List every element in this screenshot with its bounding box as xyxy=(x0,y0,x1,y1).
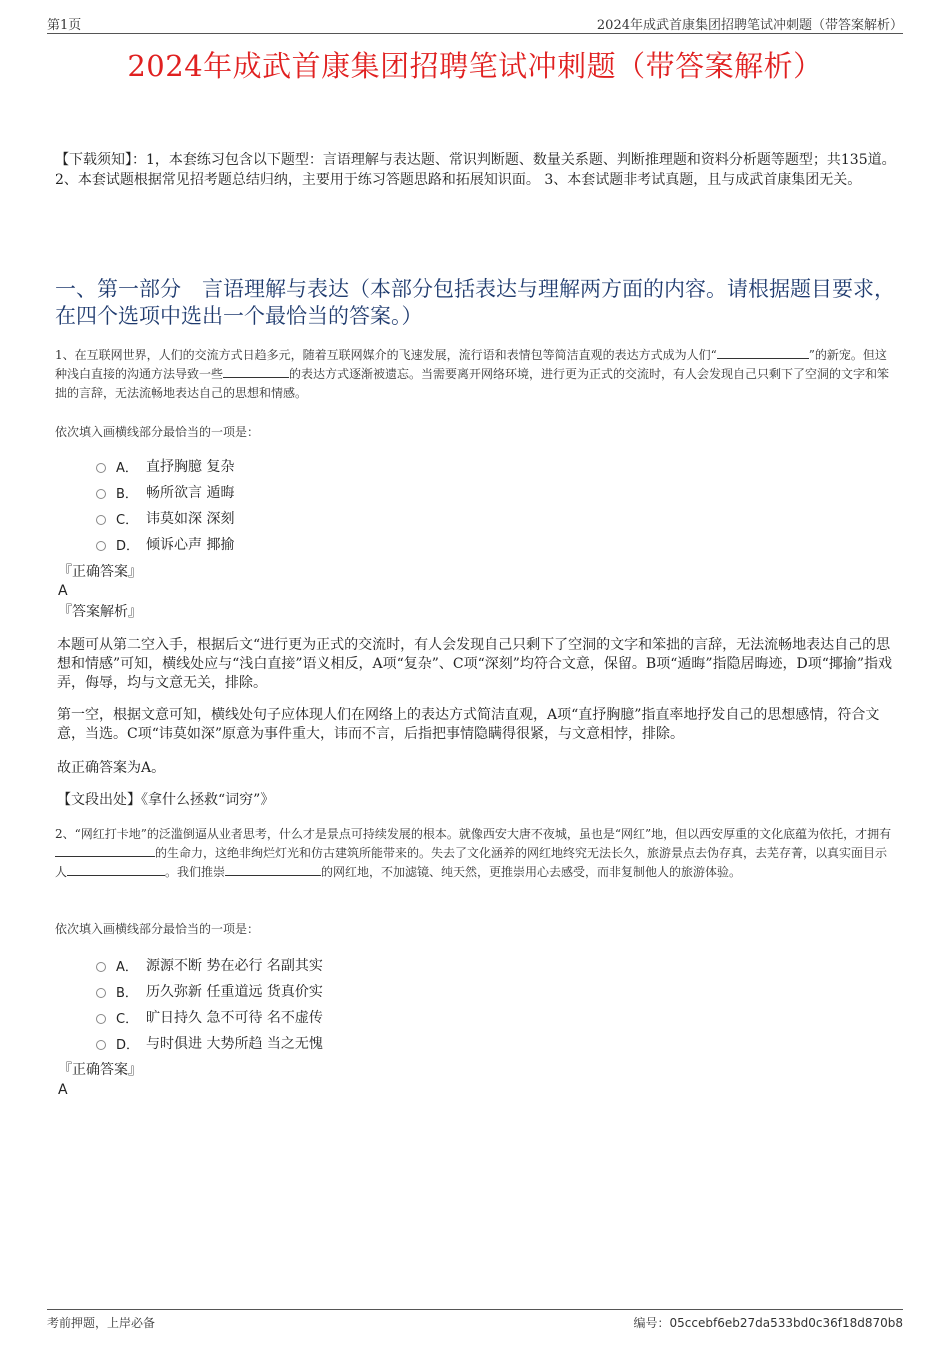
blank-line xyxy=(717,346,809,359)
analysis-paragraph-1: 本题可从第二空入手，根据后文“进行更为正式的交流时，有人会发现自己只剩下了空洞的文字和笨拙的言辞，无法流畅地表达自己的思想和情感”可知，横线处应与“浅白直接”语义相反，A项“复杂”、C项“深刻”均符合文意，保留。B项“遁晦”指隐居晦迹，D项“揶揄”指戏弄，侮辱，均与文意无关，排除。 xyxy=(57,637,893,691)
option-b[interactable]: B． 历久弥新 任重道远 货真价实 xyxy=(96,978,323,1004)
analysis-conclusion: 故正确答案为A。 xyxy=(57,760,166,776)
radio-icon[interactable] xyxy=(96,1014,106,1024)
footer-divider xyxy=(47,1309,903,1310)
answer-value: A xyxy=(58,583,68,599)
q1-text-part-2: ”的新宠。但这种浅白直接的沟通方法导致一些 xyxy=(55,348,887,381)
radio-icon[interactable] xyxy=(96,1040,106,1050)
section-heading: 一、第一部分 言语理解与表达（本部分包括表达与理解两方面的内容。请根据题目要求，在四个选项中选出一个最恰当的答案。） xyxy=(55,277,895,328)
blank-line xyxy=(223,365,289,378)
option-a[interactable]: A． 源源不断 势在必行 名副其实 xyxy=(96,952,323,978)
radio-icon[interactable] xyxy=(96,515,106,525)
radio-icon[interactable] xyxy=(96,962,106,972)
option-d[interactable]: D． 与时俱进 大势所趋 当之无愧 xyxy=(96,1030,323,1056)
option-b[interactable]: B． 畅所欲言 遁晦 xyxy=(96,479,234,505)
source-citation: 【文段出处】《拿什么拯救“词穷”》 xyxy=(57,792,275,808)
download-notice: 【下载须知】：1，本套练习包含以下题型：言语理解与表达题、常识判断题、数量关系题、判断推理题和资料分析题等题型；共135道。 2、本套试题根据常见招考题总结归纳，主要用于练习答题思路和拓展知识面。 3、本套试题非考试真题，且与成武首康集团无关。 xyxy=(55,152,896,188)
page-number: 第1页 xyxy=(47,18,82,33)
blank-line xyxy=(225,863,321,876)
radio-icon[interactable] xyxy=(96,988,106,998)
q2-text-part-3: 。我们推崇 xyxy=(165,865,226,879)
q1-text-part-3: 的表达方式逐渐被遗忘。当需要离开网络环境，进行更为正式的交流时，有人会发现自己只剩下了空洞的文字和笨拙的言辞，无法流畅地表达自己的思想和情感。 xyxy=(55,367,890,400)
option-d[interactable]: D． 倾诉心声 揶揄 xyxy=(96,531,234,557)
question-2-instruction: 依次填入画横线部分最恰当的一项是： xyxy=(55,922,260,936)
analysis-label: 『答案解析』 xyxy=(58,604,142,620)
question-1-instruction: 依次填入画横线部分最恰当的一项是： xyxy=(55,425,260,439)
answer-value: A xyxy=(58,1082,68,1098)
footer-doc-id: 编号：05ccebf6eb27da533bd0c36f18d870b8 xyxy=(633,1316,903,1330)
question-1-text xyxy=(55,346,898,403)
option-a[interactable]: A． 直抒胸臆 复杂 xyxy=(96,453,234,479)
q2-text-part-2: 的生命力，这绝非绚烂灯光和仿古建筑所能带来的。失去了文化涵养的网红地终究无法长久，旅游景点去伪存真，去芜存菁，以真实面目示人 xyxy=(55,846,888,879)
q1-text-part-1: 1、在互联网世界，人们的交流方式日趋多元，随着互联网媒介的飞速发展，流行语和表情包等简洁直观的表达方式成为人们“ xyxy=(55,348,717,362)
q2-text-part-1: 2、“网红打卡地”的泛滥倒逼从业者思考，什么才是景点可持续发展的根本。就像西安大唐不夜城，虽也是“网红”地，但以西安厚重的文化底蕴为依托，才拥有 xyxy=(55,827,892,841)
question-2-options xyxy=(96,952,323,1056)
option-c[interactable]: C． 讳莫如深 深刻 xyxy=(96,505,234,531)
question-2-text xyxy=(55,825,898,882)
question-1-options xyxy=(96,453,234,557)
page-title: 2024年成武首康集团招聘笔试冲刺题（带答案解析） xyxy=(127,49,823,83)
header-divider xyxy=(47,33,903,34)
answer-label: 『正确答案』 xyxy=(58,1062,142,1078)
blank-line xyxy=(55,844,155,857)
header-doc-title: 2024年成武首康集团招聘笔试冲刺题（带答案解析） xyxy=(596,18,903,33)
answer-label: 『正确答案』 xyxy=(58,564,142,580)
radio-icon[interactable] xyxy=(96,463,106,473)
radio-icon[interactable] xyxy=(96,541,106,551)
option-c[interactable]: C． 旷日持久 急不可待 名不虚传 xyxy=(96,1004,323,1030)
q2-text-part-4: 的网红地，不加滤镜、纯天然，更推崇用心去感受，而非复制他人的旅游体验。 xyxy=(321,865,742,879)
radio-icon[interactable] xyxy=(96,489,106,499)
footer-slogan: 考前押题，上岸必备 xyxy=(47,1316,156,1330)
analysis-paragraph-2: 第一空，根据文意可知，横线处句子应体现人们在网络上的表达方式简洁直观，A项“直抒胸臆”指直率地抒发自己的思想感情，符合文意，当选。C项“讳莫如深”原意为事件重大，讳而不言，后指把事情隐瞒得很紧，与文意相悖，排除。 xyxy=(57,707,880,742)
blank-line xyxy=(67,863,165,876)
